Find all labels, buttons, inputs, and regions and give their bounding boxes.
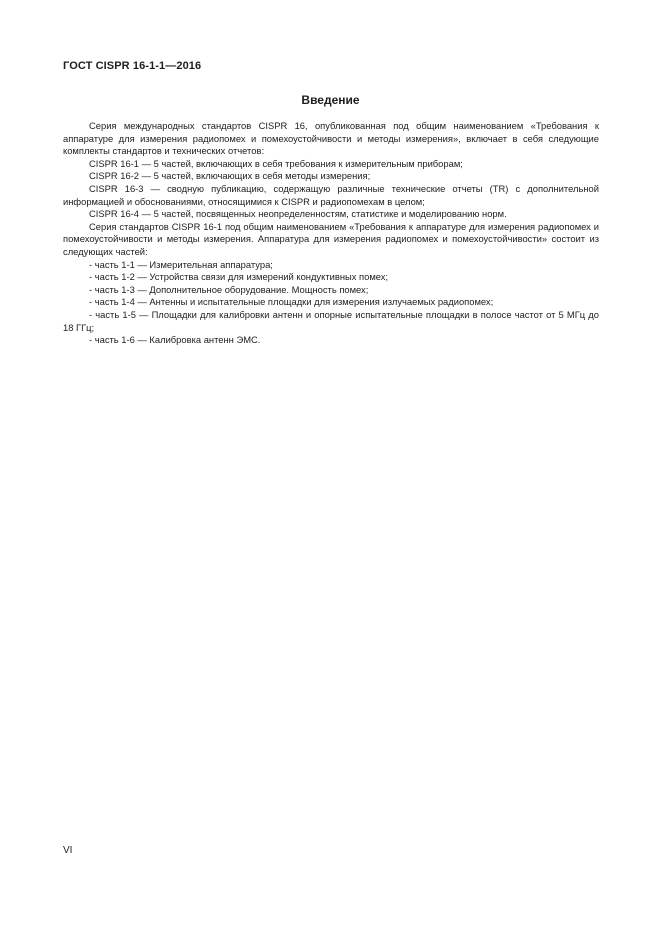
list-item-part-1-2: - часть 1-2 — Устройства связи для измерений кондуктивных помех; <box>89 271 389 283</box>
document-header-id: ГОСТ CISPR 16-1-1—2016 <box>63 60 202 72</box>
list-item-part-1-6: - часть 1-6 — Калибровка антенн ЭМС. <box>89 334 261 346</box>
paragraph-series-intro: Серия международных стандартов CISPR 16, опубликованная под общим наименованием «Требования к аппаратуре для измерения радиопомех и помехоустойчивости и методы измерения», включает в себя следующие комплекты стандартов и технических отчетов: <box>63 120 599 157</box>
page-number: VI <box>63 845 73 856</box>
paragraph-cispr-16-3: CISPR 16-3 — сводную публикацию, содержащую различные технические отчеты (TR) с дополнительной информацией и обоснованиями, относящимися к CISPR и радиопомехам в целом; <box>63 182 599 207</box>
introduction-body <box>63 120 599 347</box>
paragraph-cispr-16-4: CISPR 16-4 — 5 частей, посвященных неопределенностям, статистике и моделированию норм. <box>89 208 507 220</box>
list-item-part-1-4: - часть 1-4 — Антенны и испытательные площадки для измерения излучаемых радиопомех; <box>89 296 494 308</box>
list-item-part-1-1: - часть 1-1 — Измерительная аппаратура; <box>89 258 273 270</box>
section-title: Введение <box>301 93 360 107</box>
paragraph-cispr-16-1: CISPR 16-1 — 5 частей, включающих в себя требования к измерительным приборам; <box>89 157 463 169</box>
paragraph-series-16-1: Серия стандартов CISPR 16-1 под общим наименованием «Требования к аппаратуре для измерения радиопомех и помехоустойчивости и методы измерения. Аппаратура для измерения радиопомех и помехоустойчивости» состоит из следующих частей: <box>63 220 599 257</box>
paragraph-cispr-16-2: CISPR 16-2 — 5 частей, включающих в себя методы измерения; <box>89 170 371 182</box>
list-item-part-1-3: - часть 1-3 — Дополнительное оборудование. Мощность помех; <box>89 283 369 295</box>
list-item-part-1-5: - часть 1-5 — Площадки для калибровки антенн и опорные испытательные площадки в полосе частот от 5 МГц до 18 ГГц; <box>63 308 599 333</box>
